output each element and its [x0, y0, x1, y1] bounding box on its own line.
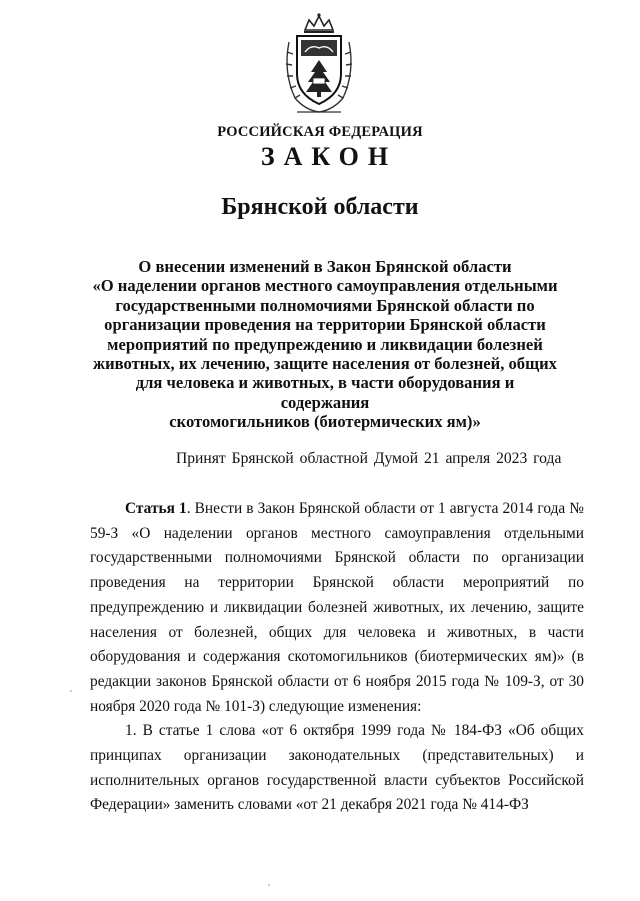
- law-body: [90, 497, 584, 818]
- document-type-heading: ЗАКОН: [260, 142, 398, 171]
- title-line: «О наделении органов местного самоуправления отдельными: [92, 276, 558, 296]
- item-1-paragraph: 1. В статье 1 слова «от 6 октября 1999 года № 184-ФЗ «Об общих принципах организации законодательных (представительных) и исполнительных органов государственной власти субъектов Российской Федерации» заменить словами «от 21 декабря 2021 года № 414-ФЗ: [90, 722, 584, 814]
- title-line: животных, их лечению, защите населения от болезней, общих: [93, 354, 557, 374]
- article-1-paragraph: [90, 497, 584, 719]
- title-line: для человека и животных, в части оборудования и содержания: [135, 373, 515, 412]
- title-line: скотомогильников (биотермических ям)»: [169, 412, 481, 432]
- scan-speck: [268, 884, 270, 886]
- region-heading: Брянской области: [221, 194, 419, 220]
- title-line: О внесении изменений в Закон Брянской области: [138, 257, 512, 276]
- title-line: государственными полномочиями Брянской области по: [115, 295, 535, 315]
- coat-of-arms-icon: [281, 12, 357, 118]
- law-title: [90, 257, 560, 432]
- country-heading: РОССИЙСКАЯ ФЕДЕРАЦИЯ: [217, 124, 423, 140]
- article-text: . Внести в Закон Брянской области от 1 августа 2014 года № 59-З «О наделении органов местного самоуправления отдельными государственными полномочиями Брянской области по организации проведения на территории Брянской области мероприятий по предупреждению и ликвидации болезней животных, их лечению, защите населения от болезней, общих для человека и животных, в части оборудования и содержания скотомогильников (биотермических ям)» (в редакции законов Брянской области от 6 ноября 2015 года № 109-З, от 30 ноября 2020 года № 101-З) следующие изменения:: [90, 500, 584, 715]
- title-line: организации проведения на территории Брянской области: [104, 315, 546, 335]
- adoption-note: Принят Брянской областной Думой 21 апреля 2023 года: [176, 450, 562, 467]
- title-line: мероприятий по предупреждению и ликвидации болезней: [107, 334, 543, 354]
- scan-speck: [70, 690, 72, 692]
- article-label: Статья 1: [125, 500, 187, 517]
